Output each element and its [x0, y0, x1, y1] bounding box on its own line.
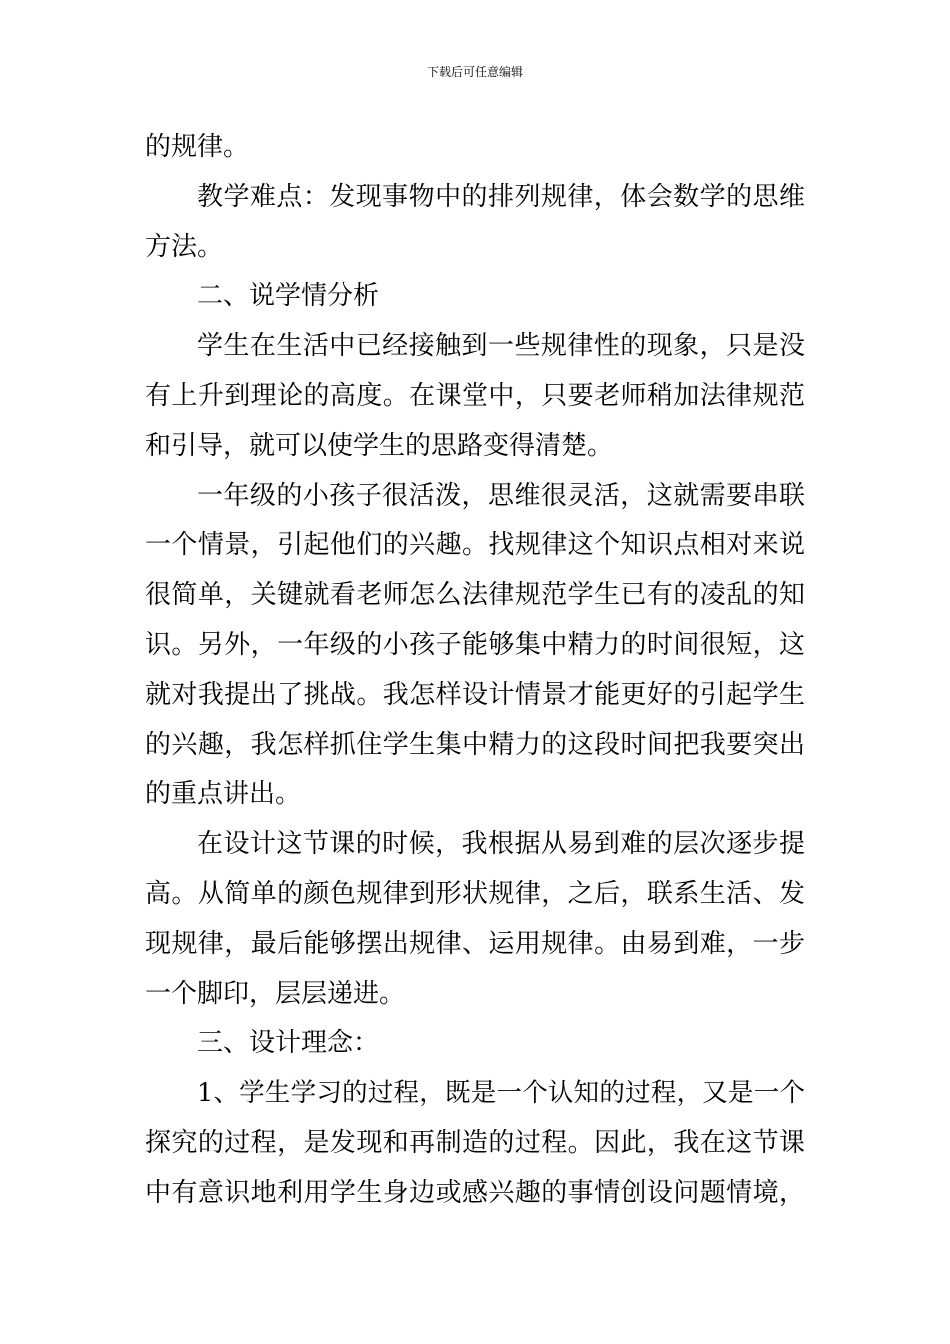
text-line: 现规律，最后能够摆出规律、运用规律。由易到难，一步 — [145, 928, 805, 959]
text-line: 就对我提出了挑战。我怎样设计情景才能更好的引起学生 — [145, 679, 805, 710]
text-line: 探究的过程，是发现和再制造的过程。因此，我在这节课 — [145, 1127, 805, 1158]
text-line: 的兴趣，我怎样抓住学生集中精力的这段时间把我要突出 — [145, 729, 805, 760]
text-line: 1、学生学习的过程，既是一个认知的过程，又是一个 — [197, 1078, 805, 1109]
document-body — [145, 123, 805, 1219]
text-line: 有上升到理论的高度。在课堂中，只要老师稍加法律规范 — [145, 380, 805, 411]
text-line: 一个脚印，层层递进。 — [145, 978, 406, 1009]
text-line: 识。另外，一年级的小孩子能够集中精力的时间很短，这 — [145, 629, 805, 660]
text-line: 高。从简单的颜色规律到形状规律，之后，联系生活、发 — [145, 878, 805, 909]
text-line: 三、设计理念： — [197, 1028, 380, 1059]
text-line: 很简单，关键就看老师怎么法律规范学生已有的凌乱的知 — [145, 580, 805, 611]
text-line: 二、说学情分析 — [197, 281, 380, 312]
text-line: 教学难点：发现事物中的排列规律，体会数学的思维 — [197, 181, 805, 212]
page-header: 下载后可任意编辑 — [426, 65, 523, 79]
text-line: 在设计这节课的时候，我根据从易到难的层次逐步提 — [197, 829, 805, 860]
text-line: 学生在生活中已经接触到一些规律性的现象，只是没 — [197, 331, 805, 362]
text-line: 一年级的小孩子很活泼，思维很灵活，这就需要串联 — [197, 480, 805, 511]
text-line: 中有意识地利用学生身边或感兴趣的事情创设问题情境， — [145, 1177, 805, 1208]
text-line: 一个情景，引起他们的兴趣。找规律这个知识点相对来说 — [145, 530, 805, 561]
text-line: 方法。 — [145, 231, 224, 262]
text-line: 的重点讲出。 — [145, 779, 302, 810]
text-line: 的规律。 — [145, 132, 250, 162]
text-line: 和引导，就可以使学生的思路变得清楚。 — [145, 430, 614, 461]
